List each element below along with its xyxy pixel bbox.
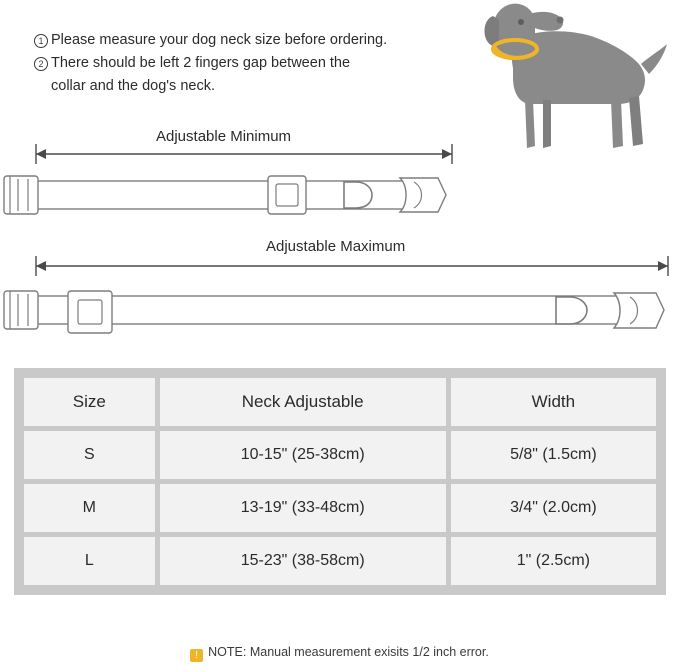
collar-buckle-min: [4, 176, 38, 214]
dimension-arrow-minimum: [36, 144, 452, 164]
cell-width: 1" (2.5cm): [451, 537, 656, 585]
table-header-neck: Neck Adjustable: [160, 378, 446, 426]
instructions-block: [34, 30, 464, 96]
dog-nose: [557, 17, 564, 24]
table-header-width: Width: [451, 378, 656, 426]
cell-neck: 13-19" (33-48cm): [160, 484, 446, 532]
instruction-text: Please measure your dog neck size before ordering.: [51, 32, 388, 48]
size-table: [14, 368, 666, 595]
instruction-item: [34, 30, 464, 50]
collar-diagram-minimum: [0, 128, 679, 233]
cell-size: L: [24, 537, 155, 585]
collar-buckle-max: [4, 291, 38, 329]
cell-size: S: [24, 431, 155, 479]
dog-eye: [518, 19, 524, 25]
collar-diagram-maximum: [0, 238, 679, 348]
collar-strap-min: [22, 181, 432, 209]
collar-strap-max: [22, 296, 644, 324]
table-row: [24, 537, 656, 585]
dimension-arrow-maximum: [36, 256, 668, 276]
collar-clip-max: [614, 293, 664, 328]
instruction-item: [34, 53, 464, 73]
dimension-label-maximum: Adjustable Maximum: [258, 238, 413, 255]
table-row: [24, 484, 656, 532]
table-header-size: Size: [24, 378, 155, 426]
cell-width: 3/4" (2.0cm): [451, 484, 656, 532]
instruction-number: 2: [34, 57, 48, 71]
cell-size: M: [24, 484, 155, 532]
instruction-text-continued: collar and the dog's neck.: [51, 78, 215, 94]
table-header-row: [24, 378, 656, 426]
table-row: [24, 431, 656, 479]
dimension-label-minimum: Adjustable Minimum: [148, 128, 299, 145]
cell-width: 5/8" (1.5cm): [451, 431, 656, 479]
warning-icon: !: [190, 649, 203, 662]
instruction-number: 1: [34, 34, 48, 48]
instruction-text: There should be left 2 fingers gap between the: [51, 55, 351, 71]
cell-neck: 15-23" (38-58cm): [160, 537, 446, 585]
cell-neck: 10-15" (25-38cm): [160, 431, 446, 479]
dog-illustration: [451, 0, 671, 160]
note-text: NOTE: Manual measurement exisits 1/2 inch error.: [208, 645, 489, 659]
dog-tail: [641, 44, 667, 74]
note-row: [0, 645, 679, 662]
collar-clip-min: [400, 178, 446, 212]
